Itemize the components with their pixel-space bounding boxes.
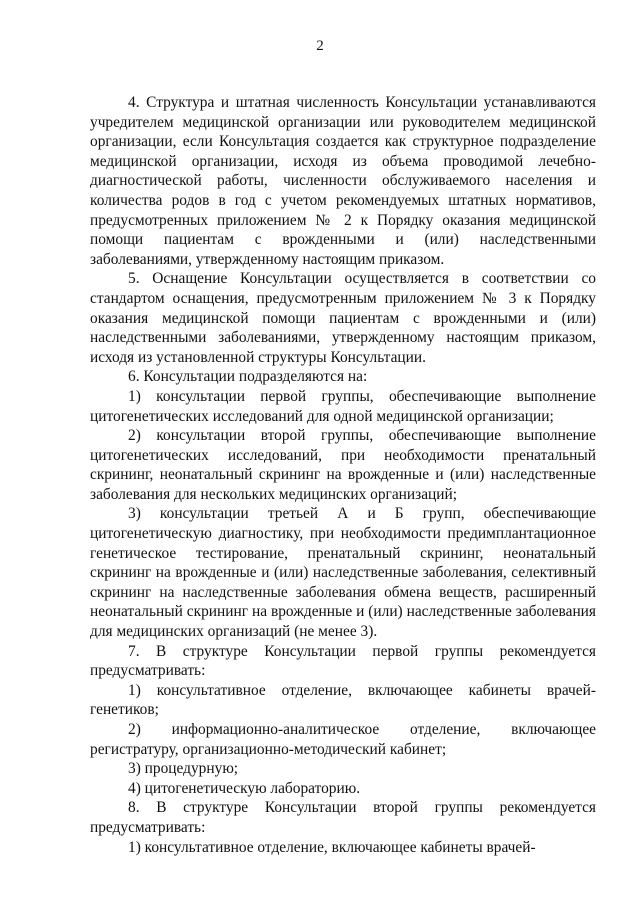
list-item-6-2: 2) консультации второй группы, обеспечивающие выполнение цитогенетических исследований, при необходимости пренатальный скрининг, неонатальный скрининг на врожденные и (или) наследственные заболевания для нескольких медицинских организаций; bbox=[90, 427, 596, 503]
page-number: 2 bbox=[316, 38, 324, 54]
list-item-8-1: 1) консультативное отделение, включающее кабинеты врачей- bbox=[128, 838, 536, 856]
paragraph-5: 5. Оснащение Консультации осуществляется в соответствии со стандартом оснащения, предусмотренным приложением № 3 к Порядку оказания медицинской помощи пациентам с врожденными и (или) наследственными заболеваниями, утвержденному настоящим приказом, исходя из установленной структуры Консультации. bbox=[90, 270, 596, 366]
list-item-7-4: 4) цитогенетическую лабораторию. bbox=[128, 779, 361, 797]
paragraph-8: 8. В структуре Консультации второй группы рекомендуется предусматривать: bbox=[90, 799, 596, 836]
list-item-6-1: 1) консультации первой группы, обеспечивающие выполнение цитогенетических исследований для одной медицинской организации; bbox=[90, 387, 596, 425]
paragraph-6: 6. Консультации подразделяются на: bbox=[128, 368, 368, 386]
list-item-7-1: 1) консультативное отделение, включающее кабинеты врачей-генетиков; bbox=[90, 681, 596, 719]
document-body bbox=[90, 93, 596, 857]
list-item-7-2: 2) информационно-аналитическое отделение, включающее регистратуру, организационно-методический кабинет; bbox=[90, 721, 596, 758]
paragraph-4: 4. Структура и штатная численность Консультации устанавливаются учредителем медицинской организации или руководителем медицинской организации, если Консультация создается как структурное подразделение медицинской организации, исходя из объема проводимой лечебно-диагностической работы, численности обслуживаемого населения и количества родов в год с учетом рекомендуемых штатных нормативов, предусмотренных приложением № 2 к Порядку оказания медицинской помощи пациентам с врожденными и (или) наследственными заболеваниями, утвержденному настоящим приказом. bbox=[90, 94, 596, 268]
list-item-6-3: 3) консультации третьей А и Б групп, обеспечивающие цитогенетическую диагностику, при необходимости предимплантационное генетическое тестирование, пренатальный скрининг, неонатальный скрининг на врожденные и (или) наследственные заболевания, селективный скрининг на наследственные заболевания обмена веществ, расширенный неонатальный скрининг на врожденные и (или) наследственные заболевания для медицинских организаций (не менее 3). bbox=[90, 505, 596, 641]
paragraph-7: 7. В структуре Консультации первой группы рекомендуется предусматривать: bbox=[90, 642, 596, 680]
list-item-7-3: 3) процедурную; bbox=[128, 760, 239, 778]
